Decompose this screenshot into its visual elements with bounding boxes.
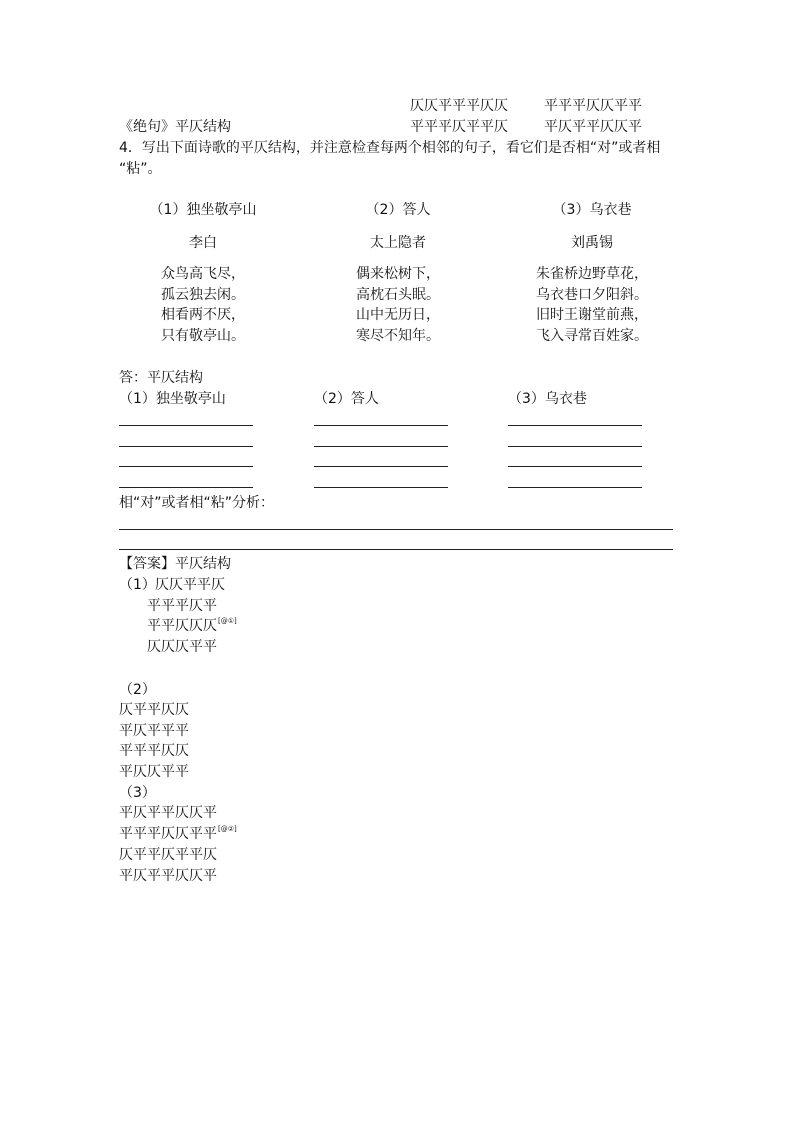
- poem3-line4: 飞入寻常百姓家。: [536, 328, 648, 344]
- poem2-author: 太上隐者: [370, 235, 426, 251]
- analysis-blank-line[interactable]: [119, 529, 673, 530]
- answer-p2-line2: 平仄平平平: [119, 723, 189, 739]
- blank-line[interactable]: [508, 466, 642, 467]
- blank-line[interactable]: [314, 487, 448, 488]
- answer-p1-note: [@①]: [218, 617, 237, 625]
- poem2-title: （2）答人: [365, 202, 431, 218]
- question-line2: “粘”。: [119, 161, 162, 177]
- top-col2-line2: 平仄平平仄仄平: [544, 119, 642, 135]
- answer-p3-line1: 平仄平平仄仄平: [119, 805, 217, 821]
- answer-p3-line2-text: 平平平仄仄平平: [119, 826, 217, 842]
- answer-area-col1-title: （1）独坐敬亭山: [119, 391, 226, 407]
- poem1-line3: 相看两不厌，: [161, 307, 245, 323]
- blank-line[interactable]: [119, 425, 253, 426]
- poem1-author: 李白: [189, 235, 217, 251]
- answer-p1-line3: [147, 616, 237, 636]
- poem1-title: （1）独坐敬亭山: [149, 202, 257, 218]
- poem2-line1: 偶来松树下，: [356, 266, 440, 282]
- answer-area-col2-title: （2）答人: [314, 391, 379, 407]
- answer-p1-line2: 平平平仄平: [147, 598, 217, 614]
- poem3-title: （3）乌衣巷: [552, 202, 632, 218]
- blank-line[interactable]: [314, 446, 448, 447]
- poem2-line3: 山中无历日，: [356, 307, 440, 323]
- analysis-label: 相“对”或者相“粘”分析：: [119, 495, 275, 511]
- analysis-blank-line[interactable]: [119, 549, 673, 550]
- answer-p2-line3: 平平平仄仄: [119, 743, 189, 759]
- top-col2-line1: 平平平仄仄平平: [544, 98, 642, 114]
- blank-line[interactable]: [314, 466, 448, 467]
- blank-line[interactable]: [508, 446, 642, 447]
- blank-line[interactable]: [119, 466, 253, 467]
- blank-line[interactable]: [508, 425, 642, 426]
- blank-line[interactable]: [314, 425, 448, 426]
- answer-area-heading: 答：平仄结构: [119, 370, 203, 386]
- blank-line[interactable]: [119, 487, 253, 488]
- poem1-line4: 只有敬亭山。: [161, 328, 245, 344]
- blank-line[interactable]: [119, 446, 253, 447]
- answer-p3-label: （3）: [119, 785, 156, 801]
- answer-area-col3-title: （3）乌衣巷: [508, 391, 587, 407]
- answer-p3-line3: 仄平平仄平平仄: [119, 847, 217, 863]
- poem3-line1: 朱雀桥边野草花，: [536, 266, 648, 282]
- answer-p1-line4: 仄仄仄平平: [147, 639, 217, 655]
- answer-p2-line4: 平仄仄平平: [119, 764, 189, 780]
- answer-p2-line1: 仄平平仄仄: [119, 702, 189, 718]
- top-title: 《绝句》平仄结构: [119, 119, 231, 135]
- top-col1-line2: 平平平仄平平仄: [410, 119, 508, 135]
- answer-p3-line4: 平仄平平仄仄平: [119, 868, 217, 884]
- poem1-line1: 众鸟高飞尽，: [161, 266, 245, 282]
- poem3-author: 刘禹锡: [571, 235, 613, 251]
- poem2-line4: 寒尽不知年。: [356, 328, 440, 344]
- top-col1-line1: 仄仄平平平仄仄: [410, 98, 508, 114]
- answer-p3-note: [@②]: [218, 825, 237, 833]
- answer-p1-line1: 仄仄平平仄: [155, 577, 225, 593]
- answer-p2-label: （2）: [119, 682, 156, 698]
- poem3-line2: 乌衣巷口夕阳斜。: [536, 287, 648, 303]
- question-line1: 4．写出下面诗歌的平仄结构，并注意检查每两个相邻的句子，看它们是否相“对”或者相: [119, 140, 661, 156]
- poem1-line2: 孤云独去闲。: [161, 287, 245, 303]
- answer-p3-line2: [119, 824, 237, 844]
- answer-heading: 【答案】平仄结构: [119, 556, 231, 572]
- poem3-line3: 旧时王谢堂前燕，: [536, 307, 648, 323]
- blank-line[interactable]: [508, 487, 642, 488]
- answer-p1-line3-text: 平平仄仄仄: [147, 618, 217, 634]
- poem2-line2: 高枕石头眠。: [356, 287, 440, 303]
- answer-p1-label: （1）: [119, 577, 156, 593]
